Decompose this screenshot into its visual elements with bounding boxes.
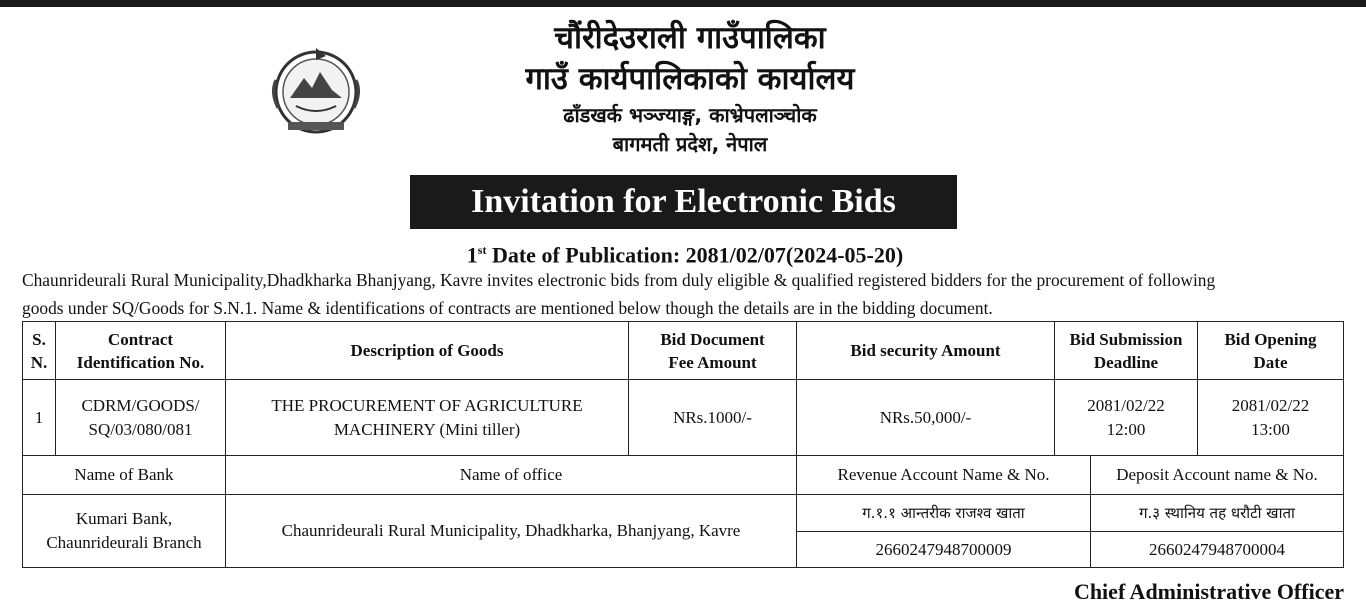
header-contract-id: Contract Identification No. (56, 322, 226, 380)
bank-row (23, 495, 1344, 532)
intro-line: Chaunrideurali Rural Municipality,Dhadkharka Bhanjyang, Kavre invites electronic bids from duly eligible & qualified registered bidders for the procurement of following (22, 270, 1216, 290)
header-office-name: Name of office (226, 456, 797, 495)
table-header-row (23, 322, 1344, 380)
cell-security: NRs.50,000/- (797, 380, 1055, 456)
header-revenue-account: Revenue Account Name & No. (797, 456, 1091, 495)
top-border (0, 0, 1366, 7)
cell-revenue-account-name: ग.१.१ आन्तरीक राजश्व खाता (797, 495, 1091, 532)
cell-revenue-account-no: 2660247948700009 (797, 532, 1091, 568)
office-name: गाउँ कार्यपालिकाको कार्यालय (525, 61, 855, 97)
municipality-name: चौंरीदेउराली गाउँपालिका (554, 20, 826, 56)
office-header (430, 18, 950, 158)
header-deadline: Bid Submission Deadline (1055, 322, 1198, 380)
cell-bank-name: Kumari Bank, Chaunrideurali Branch (23, 495, 226, 568)
intro-line: goods under SQ/Goods for S.N.1. Name & identifications of contracts are mentioned below though the details are in the bidding document. (22, 298, 993, 318)
office-address: ढाँडखर्क भञ्ज्याङ्ग, काभ्रेपलाञ्चोक (563, 103, 817, 127)
nepal-emblem-icon (262, 40, 370, 136)
cell-deposit-account-no: 2660247948700004 (1091, 532, 1344, 568)
intro-paragraph (22, 266, 1347, 322)
bids-table (22, 321, 1344, 568)
cell-deposit-account-name: ग.३ स्थानिय तह धरौटी खाता (1091, 495, 1344, 532)
header-bank-name: Name of Bank (23, 456, 226, 495)
cell-contract-id: CDRM/GOODS/ SQ/03/080/081 (56, 380, 226, 456)
cell-description: THE PROCUREMENT OF AGRICULTURE MACHINERY (Mini tiller) (226, 380, 629, 456)
cell-sn: 1 (23, 380, 56, 456)
header-security: Bid security Amount (797, 322, 1055, 380)
notice-title-banner: Invitation for Electronic Bids (410, 175, 957, 229)
bank-header-row (23, 456, 1344, 495)
header-sn: S. N. (23, 322, 56, 380)
header-deposit-account: Deposit Account name & No. (1091, 456, 1344, 495)
province-country: बागमती प्रदेश, नेपाल (612, 132, 768, 156)
cell-deadline: 2081/02/22 12:00 (1055, 380, 1198, 456)
publication-date: 1st Date of Publication: 2081/02/07(2024-05-20) (466, 242, 904, 268)
header-opening: Bid Opening Date (1198, 322, 1344, 380)
signatory-title: Chief Administrative Officer (1073, 579, 1344, 604)
cell-office-name: Chaunrideurali Rural Municipality, Dhadkharka, Bhanjyang, Kavre (226, 495, 797, 568)
header-description: Description of Goods (226, 322, 629, 380)
table-row (23, 380, 1344, 456)
cell-fee: NRs.1000/- (629, 380, 797, 456)
header-fee: Bid Document Fee Amount (629, 322, 797, 380)
cell-opening: 2081/02/22 13:00 (1198, 380, 1344, 456)
